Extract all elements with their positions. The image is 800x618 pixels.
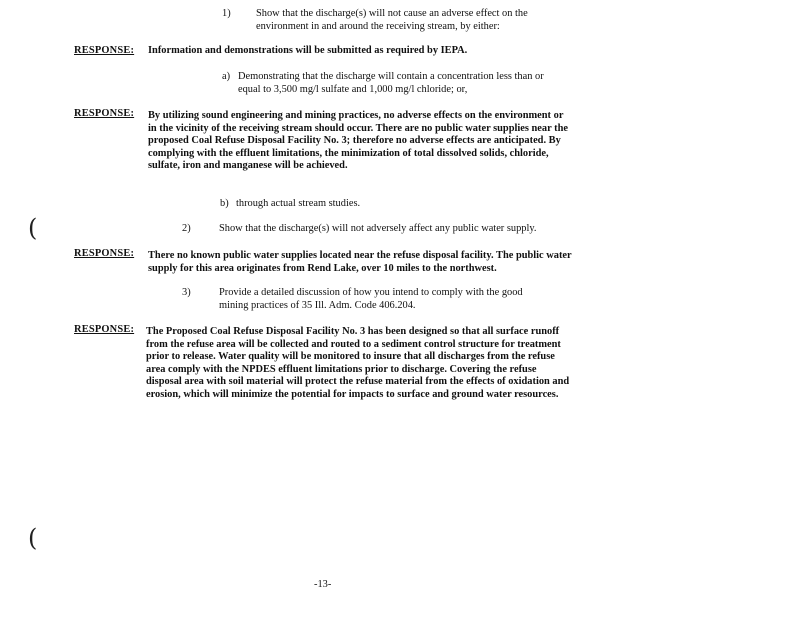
response-text-1: Information and demonstrations will be submitted as required by IEPA. [148, 45, 468, 56]
item-marker-3: 3) [182, 287, 191, 298]
response-label-4: RESPONSE: [74, 324, 135, 335]
item-text-1: Show that the discharge(s) will not cause an adverse effect on the environment in and around the receiving stream, by either: [256, 8, 528, 32]
response-text-2: By utilizing sound engineering and mining practices, no adverse effects on the environment or in the vicinity of the receiving stream should occur. There are no public water supplies near the proposed Coal Refuse Disposal Facility No. 3; therefore no adverse effects are anticipated. By complying with the effluent limitations, the minimization of total dissolved solids, chloride, sulfate, iron and manganese will be achieved. [148, 110, 568, 172]
response-label-2: RESPONSE: [74, 108, 135, 119]
item-text-a: Demonstrating that the discharge will contain a concentration less than or equal to 3,500 mg/l sulfate and 1,000 mg/l chloride; or, [238, 71, 544, 95]
item-marker-1: 1) [222, 8, 231, 19]
page-number: -13- [314, 579, 332, 590]
item-marker-a: a) [222, 71, 231, 82]
item-marker-2: 2) [182, 223, 191, 234]
response-label-3: RESPONSE: [74, 248, 135, 259]
response-text-4: The Proposed Coal Refuse Disposal Facility No. 3 has been designed so that all surface runoff from the refuse area will be collected and routed to a sediment control structure for treatment prior to release. Water quality will be monitored to insure that all discharges from the refuse area comply with the NPDES effluent limitations prior to discharge. Covering the refuse disposal area with soil material will protect the refuse material from the effects of oxidation and erosion, which will minimize the potential for impacts to surface and ground water resources. [146, 326, 570, 400]
item-marker-b: b) [220, 198, 229, 209]
response-label-1: RESPONSE: [74, 45, 135, 56]
binder-mark-bottom: ( [28, 524, 38, 552]
item-text-b: through actual stream studies. [236, 198, 361, 209]
response-text-3: There no known public water supplies located near the refuse disposal facility. The public water supply for this area originates from Rend Lake, over 10 miles to the northwest. [148, 250, 572, 274]
binder-mark-top: ( [28, 214, 38, 242]
item-text-2: Show that the discharge(s) will not adversely affect any public water supply. [219, 223, 537, 234]
item-text-3: Provide a detailed discussion of how you intend to comply with the good mining practices of 35 Ill. Adm. Code 406.204. [219, 287, 523, 311]
